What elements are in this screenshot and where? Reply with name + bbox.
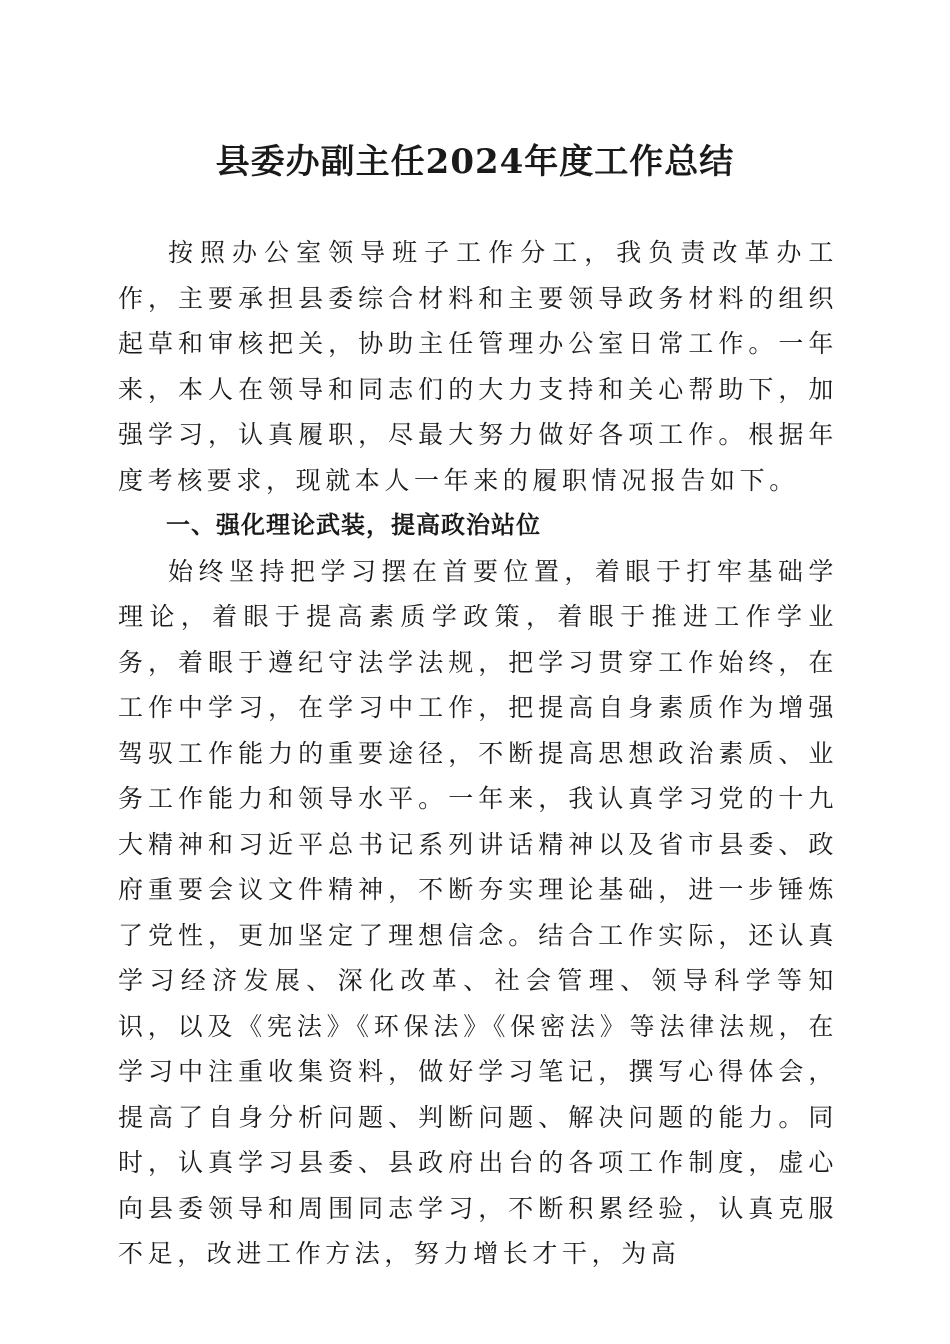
- intro-paragraph: 按照办公室领导班子工作分工，我负责改革办工作，主要承担县委综合材料和主要领导政务材料的组织起草和审核把关，协助主任管理办公室日常工作。一年来，本人在领导和同志们的大力支持和关心帮助下，加强学习，认真履职，尽最大努力做好各项工作。根据年度考核要求，现就本人一年来的履职情况报告如下。: [118, 238, 838, 495]
- document-title: 县委办副主任2024年度工作总结: [215, 142, 735, 182]
- section-heading-1: 一、强化理论武装，提高政治站位: [166, 511, 541, 539]
- section-1-paragraph: 始终坚持把学习摆在首要位置，着眼于打牢基础学理论，着眼于提高素质学政策，着眼于推进工作学业务，着眼于遵纪守法学法规，把学习贯穿工作始终，在工作中学习，在学习中工作，把提高自身素质作为增强驾驭工作能力的重要途径，不断提高思想政治素质、业务工作能力和领导水平。一年来，我认真学习党的十九大精神和习近平总书记系列讲话精神以及省市县委、政府重要会议文件精神，不断夯实理论基础，进一步锤炼了党性，更加坚定了理想信念。结合工作实际，还认真学习经济发展、深化改革、社会管理、领导科学等知识，以及《宪法》《环保法》《保密法》等法律法规，在学习中注重收集资料，做好学习笔记，撰写心得体会，提高了自身分析问题、判断问题、解决问题的能力。同时，认真学习县委、县政府出台的各项工作制度，虚心向县委领导和周围同志学习，不断积累经验，认真克服不足，改进工作方法，努力增长才干，为高: [118, 556, 838, 1268]
- document-body: [118, 230, 838, 1277]
